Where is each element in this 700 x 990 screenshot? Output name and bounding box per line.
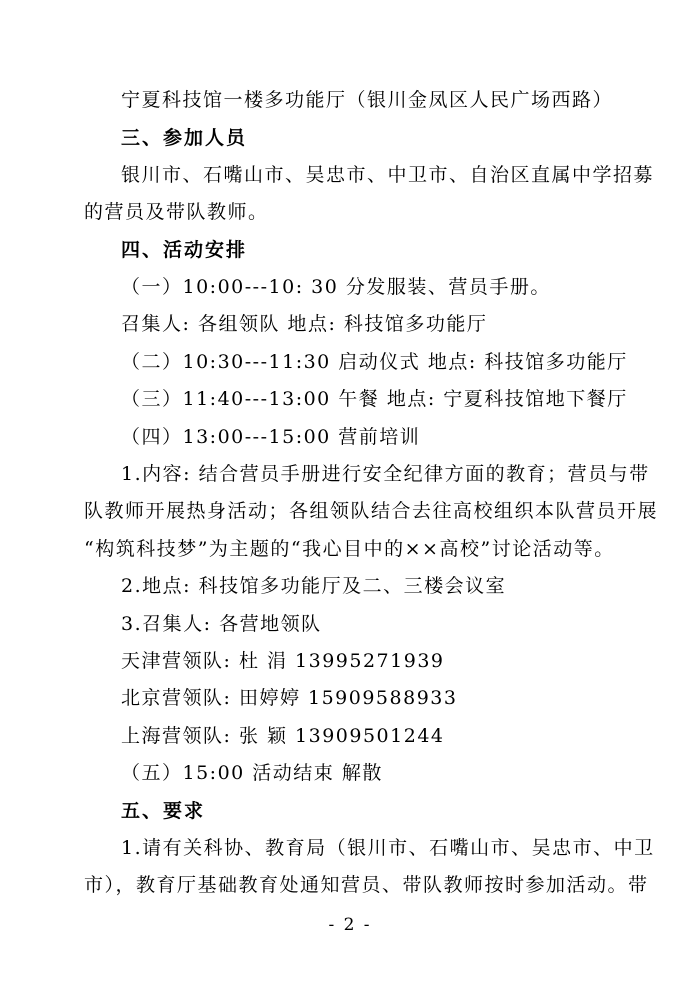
section-heading-schedule: 四、活动安排 [121,239,248,261]
page-number: - 2 - [328,915,372,935]
section-heading-requirements: 五、要求 [121,800,206,822]
training-content-line-1: 1.内容: 结合营员手册进行安全纪律方面的教育；营员与带 [121,463,650,485]
leader-tianjin: 天津营领队: 杜 涓 13995271939 [121,650,445,672]
leader-shanghai: 上海营领队: 张 颖 13909501244 [121,725,445,747]
schedule-item-5: （五）15:00 活动结束 解散 [121,762,383,784]
training-convener: 3.召集人: 各营地领队 [121,613,322,635]
training-content-line-2: 队教师开展热身活动；各组领队结合去往高校组织本队营员开展 [84,500,659,522]
leader-beijing: 北京营领队: 田婷婷 15909588933 [121,687,458,709]
requirements-line-2: 市），教育厅基础教育处通知营员、带队教师按时参加活动。带 [84,874,649,896]
section-heading-participants: 三、参加人员 [121,127,248,149]
schedule-item-1-convener: 召集人: 各组领队 地点: 科技馆多功能厅 [121,313,488,335]
schedule-item-3: （三）11:40---13:00 午餐 地点: 宁夏科技馆地下餐厅 [121,388,628,410]
participants-line-2: 的营员及带队教师。 [84,201,269,223]
schedule-item-1: （一）10:00---10: 30 分发服装、营员手册。 [121,276,551,298]
schedule-item-2: （二）10:30---11:30 启动仪式 地点: 科技馆多功能厅 [121,351,628,373]
venue-line: 宁夏科技馆一楼多功能厅（银川金凤区人民广场西路） [121,89,614,111]
schedule-item-4: （四）13:00---15:00 营前培训 [121,426,421,448]
training-location: 2.地点: 科技馆多功能厅及二、三楼会议室 [121,575,507,597]
requirements-line-1: 1.请有关科协、教育局（银川市、石嘴山市、吴忠市、中卫 [121,837,655,859]
participants-line-1: 银川市、石嘴山市、吴忠市、中卫市、自治区直属中学招募 [121,164,655,186]
training-content-line-3: “构筑科技梦”为主题的“我心目中的××高校”讨论活动等。 [84,538,615,560]
